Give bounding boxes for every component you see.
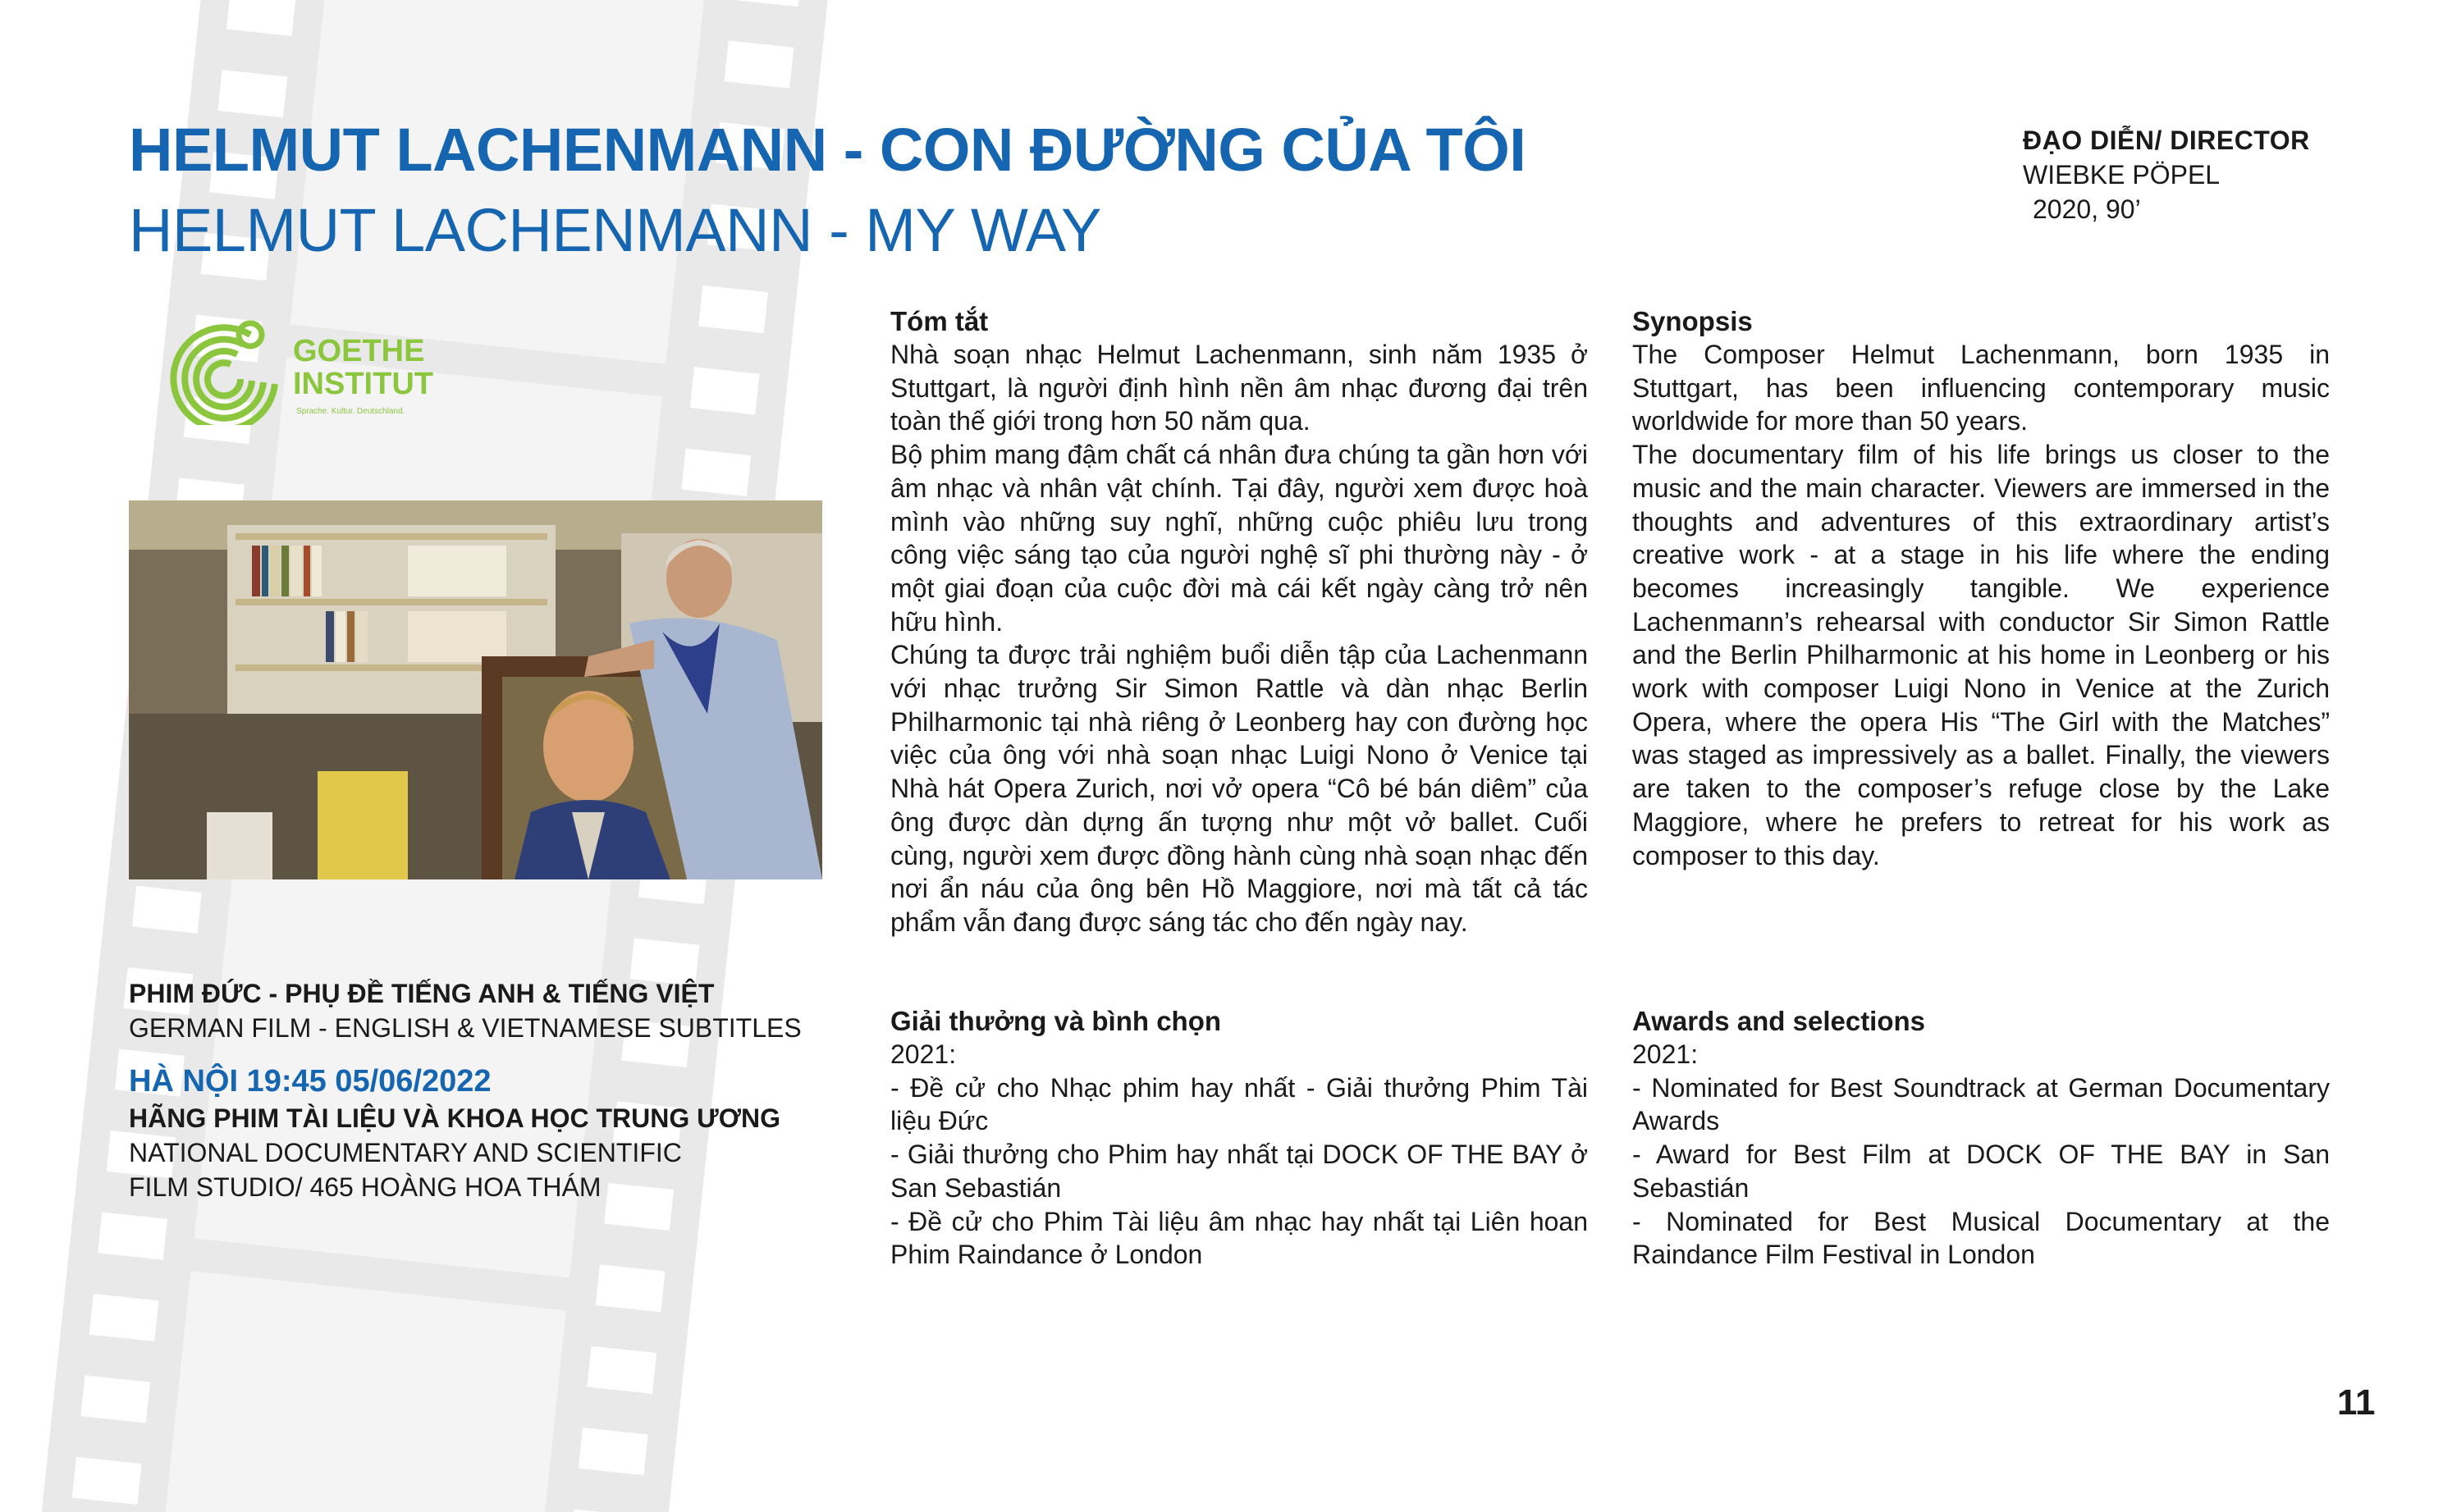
synopsis-vi-paragraph: Chúng ta được trải nghiệm buổi diễn tập của Lachenmann với nhạc trưởng Sir Simon Rattle và dàn nhạc Berlin Philharmonic tại nhà riêng ở Leonberg hay con đường học việc của ông với nhà soạn nhạc Luigi Nono ở Venice tại Nhà hát Opera Zurich, nơi vở opera “Cô bé bán diêm” của ông được dàn dựng ấn tượng như một vở ballet. Cuối cùng, người xem được đồng hành cùng nhà soạn nhạc đến nơi ẩn náu của ông bên Hồ Maggiore, nơi mà tất cả tác phẩm vẫn đang được sáng tác cho đến ngày nay. — [890, 640, 1588, 937]
awards-vi-item: - Đề cử cho Phim Tài liệu âm nhạc hay nhất tại Liên hoan Phim Raindance ở London — [890, 1206, 1588, 1270]
director-block — [2023, 123, 2310, 226]
director-name: WIEBKE PÖPEL — [2023, 160, 2221, 190]
synopsis-vi-paragraph: Nhà soạn nhạc Helmut Lachenmann, sinh năm 1935 ở Stuttgart, là người định hình nền âm nhạc đương đại trên toàn thế giới trong hơn 50 năm qua. — [890, 340, 1588, 436]
logo-text-goethe: GOETHE — [293, 334, 425, 368]
synopsis-english — [1632, 305, 2330, 872]
awards-vietnamese — [890, 1005, 1588, 1272]
venue-vietnamese: HÃNG PHIM TÀI LIỆU VÀ KHOA HỌC TRUNG ƯƠNG — [129, 1103, 780, 1133]
synopsis-en-heading: Synopsis — [1632, 306, 1753, 336]
synopsis-en-paragraph: The Composer Helmut Lachenmann, born 1935 in Stuttgart, has been influencing contemporary music worldwide for more than 50 years. — [1632, 340, 2330, 436]
awards-en-item: - Nominated for Best Musical Documentary at the Raindance Film Festival in London — [1632, 1206, 2330, 1270]
film-still-illustration — [129, 500, 822, 879]
awards-en-item: - Award for Best Film at DOCK OF THE BAY in San Sebastián — [1632, 1140, 2330, 1203]
year-runtime: 2020, 90’ — [2033, 194, 2141, 224]
goethe-institut-logo — [152, 310, 447, 425]
logo-text-institut: INSTITUT — [293, 367, 433, 401]
film-type-vietnamese: PHIM ĐỨC - PHỤ ĐỀ TIẾNG ANH & TIẾNG VIỆT — [129, 979, 715, 1008]
film-title-vietnamese: HELMUT LACHENMANN - CON ĐƯỜNG CỦA TÔI — [129, 116, 1526, 184]
synopsis-en-paragraph: The documentary film of his life brings us closer to the music and the main character. Viewers are immersed in the thoughts and adventures of this extraordinary artist’s creative work - at a stage in his life where the ending becomes increasingly tangible. We experience Lachenmann’s rehearsal with conductor Sir Simon Rattle and the Berlin Philharmonic at his home in Leonberg or his work with composer Luigi Nono in Venice at the Zurich Opera, where the opera His “The Girl with the Matches” was staged as impressively as a ballet. Finally, the viewers are taken to the composer’s refuge close by the Lake Maggiore, where he prefers to retreat for his work as composer to this day. — [1632, 440, 2330, 870]
awards-en-year: 2021: — [1632, 1039, 1699, 1069]
awards-vi-heading: Giải thưởng và bình chọn — [890, 1006, 1222, 1036]
screening-info — [129, 976, 867, 1204]
screening-datetime: HÀ NỘI 19:45 05/06/2022 — [129, 1064, 492, 1099]
goethe-swirl-icon — [152, 310, 291, 425]
synopsis-vietnamese — [890, 305, 1588, 939]
synopsis-vi-heading: Tóm tắt — [890, 306, 989, 336]
venue-english-line-2: FILM STUDIO/ 465 HOÀNG HOA THÁM — [129, 1172, 602, 1202]
synopsis-vi-paragraph: Bộ phim mang đậm chất cá nhân đưa chúng ta gần hơn với âm nhạc và nhân vật chính. Tại đây, người xem được hoà mình vào những suy nghĩ, những cuộc phiêu lưu trong công việc sáng tạo của người nghệ sĩ phi thường này - ở một giai đoạn của cuộc đời mà cái kết ngày càng trở nên hữu hình. — [890, 440, 1588, 637]
awards-vi-item: - Đề cử cho Nhạc phim hay nhất - Giải thưởng Phim Tài liệu Đức — [890, 1072, 1588, 1136]
awards-vi-item: - Giải thưởng cho Phim hay nhất tại DOCK OF THE BAY ở San Sebastián — [890, 1140, 1588, 1203]
logo-tagline: Sprache. Kultur. Deutschland. — [296, 407, 405, 416]
director-label: ĐẠO DIỄN/ DIRECTOR — [2023, 126, 2310, 155]
film-title-english: HELMUT LACHENMANN - MY WAY — [129, 196, 1101, 264]
film-still-image — [129, 500, 822, 879]
awards-vi-year: 2021: — [890, 1039, 957, 1069]
awards-en-heading: Awards and selections — [1632, 1006, 1926, 1036]
page-number: 11 — [2337, 1382, 2376, 1423]
venue-english-line-1: NATIONAL DOCUMENTARY AND SCIENTIFIC — [129, 1138, 682, 1167]
film-type-english: GERMAN FILM - ENGLISH & VIETNAMESE SUBTITLES — [129, 1013, 802, 1043]
awards-english — [1632, 1005, 2330, 1272]
awards-en-item: - Nominated for Best Soundtrack at German Documentary Awards — [1632, 1072, 2330, 1136]
